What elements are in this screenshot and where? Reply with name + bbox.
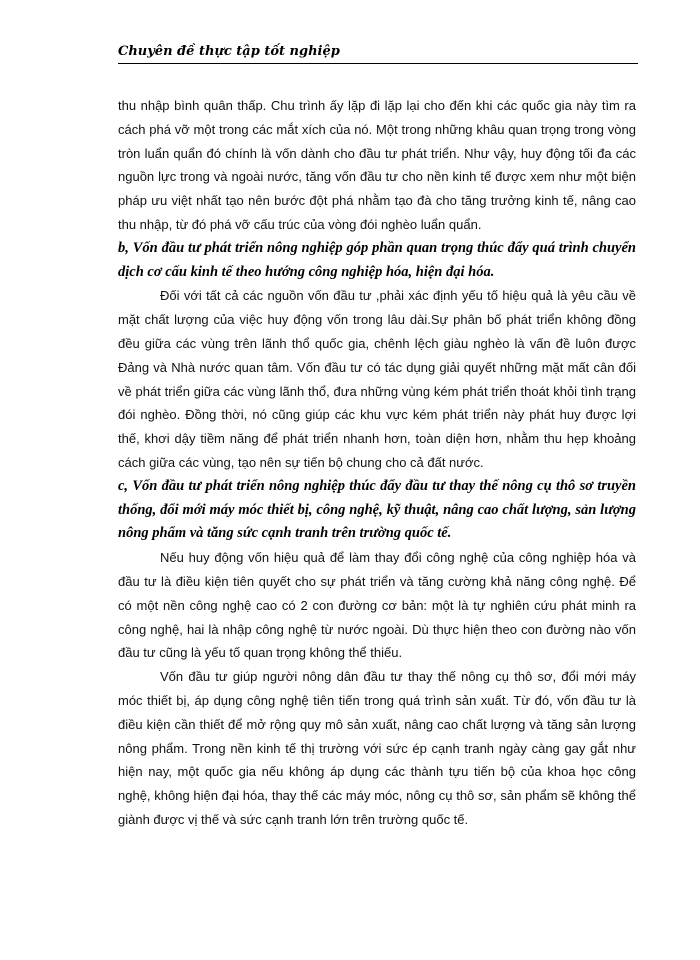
paragraph-intro: thu nhập bình quân thấp. Chu trình ấy lặp đi lặp lại cho đến khi các quốc gia này tìm ra cách phá vỡ một trong các mắt xích của nó. Một trong những khâu quan trọng trong vòng tròn luẩn quẩn đó chính là vốn dành cho đầu tư phát triển. Như vậy, huy động tối đa các nguồn lực trong và ngoài nước, tăng vốn đầu tư cho nền kinh tế được xem như một biện pháp ưu việt nhất tạo nên bước đột phá nhằm tạo đà cho tăng trưởng kinh tế, nâng cao thu nhập, từ đó phá vỡ cấu trúc của vòng đói nghèo luẩn quẩn. <box>118 98 636 232</box>
paragraph-c-body-1: Nếu huy động vốn hiệu quả để làm thay đổi công nghệ của công nghiệp hóa và đầu tư là điều kiện tiên quyết cho sự phát triển và tăng cường khả năng công nghệ. Để có một nền công nghệ cao có 2 con đường cơ bản: một là tự nghiên cứu phát minh ra công nghệ, hai là nhập công nghệ từ nước ngoài. Dù thực hiện theo con đường nào vốn đầu tư cũng là yếu tố quan trọng không thể thiếu. <box>118 550 636 661</box>
section-heading-c: c, Vốn đầu tư phát triển nông nghiệp thúc đẩy đầu tư thay thế nông cụ thô sơ truyền thống, đổi mới máy móc thiết bị, công nghệ, kỹ thuật, nâng cao chất lượng, sản lượng nông phẩm và tăng sức cạnh tranh trên trường quốc tế. <box>118 477 636 542</box>
section-heading-b: b, Vốn đầu tư phát triển nông nghiệp góp phần quan trọng thúc đẩy quá trình chuyển dịch cơ cấu kinh tế theo hướng công nghiệp hóa, hiện đại hóa. <box>118 239 636 280</box>
page-content <box>118 94 636 832</box>
paragraph-c-body-2: Vốn đầu tư giúp người nông dân đầu tư thay thế nông cụ thô sơ, đổi mới máy móc thiết bị, áp dụng công nghệ tiên tiến trong quá trình sản xuất. Từ đó, vốn đầu tư là điều kiện cần thiết để mở rộng quy mô sản xuất, nâng cao chất lượng và tăng sản lượng nông phẩm. Trong nền kinh tế thị trường với sức ép cạnh tranh ngày càng gay gắt như hiện nay, một quốc gia nếu không áp dụng các thành tựu tiến bộ của khoa học công nghệ, không hiện đại hóa, thay thế các máy móc, nông cụ thô sơ, sản phẩm sẽ không thể giành được vị thế và sức cạnh tranh lớn trên trường quốc tế. <box>118 669 636 827</box>
page-header: Chuyên đề thực tập tốt nghiệp <box>118 44 638 64</box>
paragraph-b-body: Đối với tất cả các nguồn vốn đầu tư ,phải xác định yếu tố hiệu quả là yêu cầu về mặt chất lượng của việc huy động vốn trong lâu dài.Sự phân bố phát triển không đồng đều giữa các vùng trên lãnh thổ quốc gia, chênh lệch giàu nghèo là vấn đề luôn được Đảng và Nhà nước quan tâm. Vốn đầu tư có tác dụng giải quyết những mặt mất cân đối về phát triển giữa các vùng lãnh thổ, đưa những vùng kém phát triển thoát khỏi tình trạng đói nghèo. Đồng thời, nó cũng giúp các khu vực kém phát triển này phát huy được lợi thế, khơi dậy tiềm năng để phát triển nhanh hơn, toàn diện hơn, nhằm thu hẹp khoảng cách giữa các vùng, tạo nên sự tiến bộ chung cho cả đất nước. <box>118 288 636 470</box>
